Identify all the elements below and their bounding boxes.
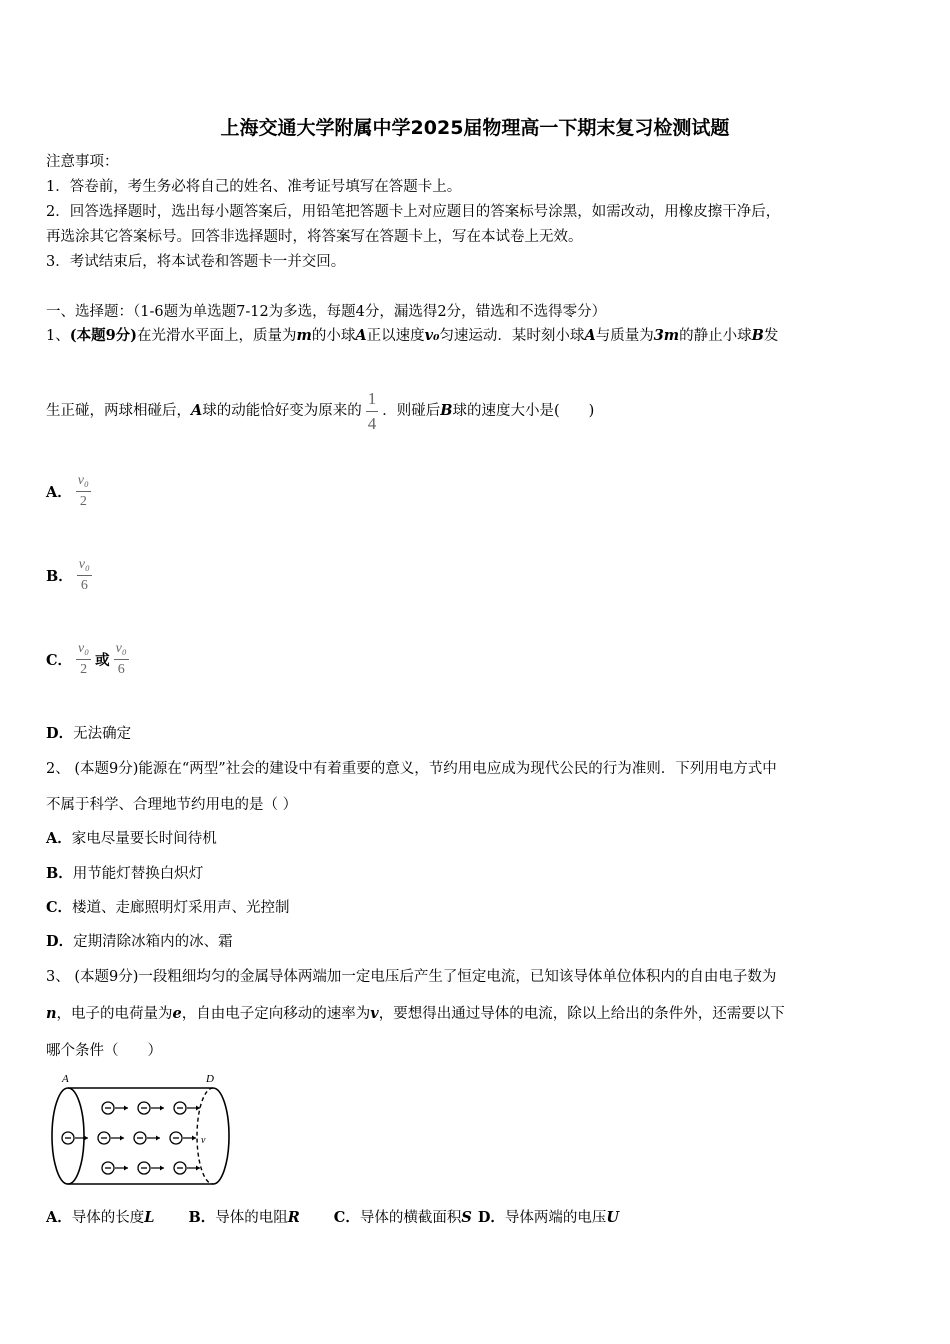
q1-text: 生正碰，两球相碰后， [46,403,191,419]
option-label: A． [46,1209,72,1226]
q3-line-3: 哪个条件（ ） [46,1043,162,1059]
option-label: B． [188,1209,216,1226]
fraction-numerator: v₀ [78,641,90,656]
q1-text: 与质量为 [595,328,654,344]
fraction [114,641,129,678]
q2-option-b[interactable] [46,864,203,884]
option-text: 用节能灯替换白炽灯 [72,866,204,882]
q1-symbol-v0: v₀ [424,327,440,344]
q1-line-1 [46,326,778,346]
q1-symbol-a: A [191,402,203,419]
q2-line-1: 2、 (本题9分)能源在“两型”社会的建设中有着重要的意义，节约用电应成为现代公民的行为准则．下列用电方式中 [46,761,777,777]
q1-text: 球的速度大小是( ) [452,403,595,419]
q1-line-2 [46,388,594,434]
q3-symbol-n: n [46,1005,57,1022]
arrowhead [160,1166,164,1171]
arrowhead [196,1106,200,1111]
option-label: D． [46,933,74,950]
q1-option-d[interactable] [46,724,131,744]
fraction [76,473,91,510]
q1-text: 正以速度 [366,328,425,344]
q3-option-a[interactable] [46,1210,154,1226]
option-label: A． [46,830,72,847]
option-symbol: U [606,1209,620,1226]
q3-text: ，要想得出通过导体的电流，除以上给出的条件外，还需要以下 [378,1006,785,1022]
arrowhead [124,1166,128,1171]
option-label: B． [46,865,73,882]
option-or-text: 或 [95,652,110,669]
q1-text: 在光滑水平面上，质量为 [137,328,297,344]
q1-symbol-b: B [440,402,453,419]
arrowhead [124,1106,128,1111]
q2-line-2: 不属于科学、合理地节约用电的是（ ） [46,797,298,813]
arrowhead [120,1136,124,1141]
q2-option-d[interactable] [46,932,233,952]
fraction-one-quarter [366,389,379,434]
q3-option-d[interactable] [478,1210,619,1226]
q1-text: 发 [763,328,779,344]
q1-symbol-a: A [584,327,596,344]
q1-option-a[interactable] [46,473,95,510]
fraction-bar [76,491,91,492]
fraction-bar [114,659,129,660]
note-3: 3．考试结束后，将本试卷和答题卡一并交回。 [46,254,346,270]
fraction-denominator: 4 [367,413,377,433]
q1-text: ．则碰后 [382,403,441,419]
fraction-numerator: v₀ [77,473,89,488]
q2-option-a[interactable] [46,829,217,849]
option-label: A． [46,484,72,501]
arrowhead [196,1166,200,1171]
note-1: 1．答卷前，考生务必将自己的姓名、准考证号填写在答题卡上。 [46,179,462,195]
fraction-numerator: v₀ [78,557,90,572]
option-text: 家电尽量要长时间待机 [71,831,217,847]
cylinder-right-edge [213,1088,229,1184]
q3-option-c[interactable] [334,1210,472,1226]
option-text: 定期清除冰箱内的冰、霜 [73,934,233,950]
option-text: 导体两端的电压 [504,1210,607,1226]
fraction-bar [366,411,379,412]
option-label: C． [46,652,73,669]
fraction-denominator: 6 [80,578,88,593]
arrowhead [156,1136,160,1141]
fraction-numerator: v₀ [115,641,127,656]
fraction [77,557,92,594]
q1-option-b[interactable] [46,557,96,594]
q3-options [46,1208,619,1228]
q1-symbol-b: B [751,327,764,344]
option-label: D． [477,1209,505,1226]
q3-text: ，自由电子定向移动的速率为 [181,1006,371,1022]
option-text: 导体的横截面积 [359,1210,462,1226]
option-label: B． [46,568,73,585]
q1-text: 球的动能恰好变为原来的 [202,403,362,419]
option-symbol: R [287,1209,300,1226]
option-label: C． [46,899,73,916]
q1-text: 的静止小球 [679,328,752,344]
option-text: 楼道、走廊照明灯采用声、光控制 [72,900,290,916]
q1-score: (本题9分) [69,327,138,344]
fraction [76,641,91,678]
fraction-bar [77,575,92,576]
arrowhead [160,1106,164,1111]
arrowhead [192,1136,196,1141]
option-symbol: L [144,1209,155,1226]
section-heading: 一、选择题：（1-6题为单选题7-12为多选，每题4分，漏选得2分，错选和不选得零分） [46,304,607,320]
diagram-label-v: v [201,1135,206,1146]
diagram-label-a: A [62,1073,69,1085]
arrowhead [84,1136,88,1141]
option-label: C． [333,1209,360,1226]
q1-text: 的小球 [311,328,356,344]
option-text: 导体的电阻 [215,1210,288,1226]
q1-prefix: 1、 [46,328,70,344]
q2-option-c[interactable] [46,898,290,918]
q3-symbol-v: v [370,1005,379,1022]
q1-option-c[interactable] [46,641,133,678]
q3-line-2 [46,1004,785,1024]
fraction-denominator: 2 [80,662,88,677]
option-text: 无法确定 [73,726,132,742]
diagram-label-d: D [206,1073,214,1085]
q3-line-1: 3、 (本题9分)一段粗细均匀的金属导体两端加一定电压后产生了恒定电流，已知该导体单位体积内的自由电子数为 [46,969,777,985]
option-text: 导体的长度 [71,1210,145,1226]
q1-symbol-m: m [296,327,312,344]
note-2: 2．回答选择题时，选出每小题答案后，用铅笔把答题卡上对应题目的答案标号涂黑，如需改动，用橡皮擦干净后， [46,204,781,220]
fraction-denominator: 6 [117,662,125,677]
q1-symbol-a: A [355,327,367,344]
note-2-cont: 再选涂其它答案标号。回答非选择题时，将答案写在答题卡上，写在本试卷上无效。 [46,229,583,245]
conductor-diagram [50,1072,240,1190]
option-label: D． [46,725,74,742]
option-symbol: S [461,1209,472,1226]
fraction-denominator: 2 [79,494,87,509]
q1-text: 匀速运动．某时刻小球 [439,328,585,344]
q1-symbol-3m: 3m [653,327,680,344]
fraction-bar [76,659,91,660]
q3-text: ，电子的电荷量为 [56,1006,173,1022]
notes-heading: 注意事项： [46,154,119,170]
q3-symbol-e: e [172,1005,182,1022]
document-title: 上海交通大学附属中学2025届物理高一下期末复习检测试题 [220,117,730,139]
q3-option-b[interactable] [188,1210,299,1226]
fraction-numerator: 1 [367,388,377,408]
